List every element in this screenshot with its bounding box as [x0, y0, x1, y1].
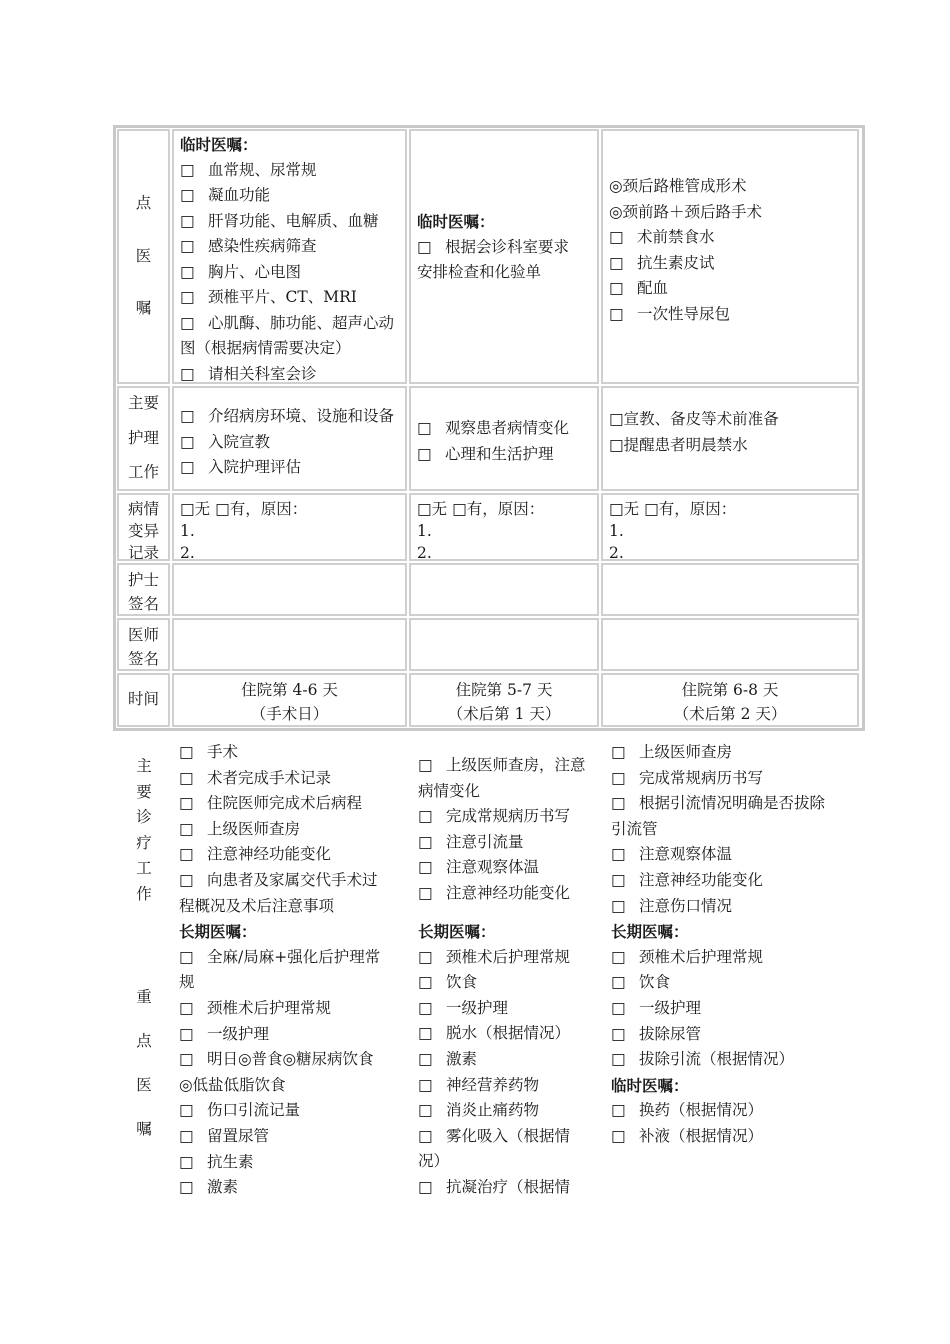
key-orders-label: 点 医 嘱	[117, 129, 170, 384]
nursing-col1	[172, 386, 407, 491]
list-item: □ 颈椎平片、CT、MRI	[180, 288, 357, 306]
doctor-sign-row	[116, 617, 862, 672]
list-item-cont: 规	[179, 973, 195, 992]
list-item: □ 一级护理	[418, 998, 509, 1017]
list-item: □ 术者完成手术记录	[179, 768, 332, 787]
list-item: □ 注意观察体温	[418, 858, 540, 877]
nurse-sign-row	[116, 562, 862, 617]
list-item: □ 抗生素皮试	[609, 253, 715, 272]
long-orders-heading: 长期医嘱：	[179, 922, 257, 942]
list-item: □ 颈椎术后护理常规	[418, 947, 571, 966]
list-item: □ 颈椎术后护理常规	[611, 947, 764, 966]
key-orders-col3	[601, 129, 859, 384]
long-orders-heading: 长期医嘱：	[611, 922, 689, 942]
list-item: □ 拔除引流（根据情况）	[611, 1050, 795, 1069]
list-item: □ 明日◎普食◎糖尿病饮食	[179, 1050, 374, 1069]
lower-col2	[418, 753, 603, 907]
list-item: □ 伤口引流记量	[179, 1101, 301, 1120]
list-item: □ 完成常规病历书写	[418, 807, 571, 826]
list-item: □ 饮食	[418, 973, 478, 992]
list-item: □ 介绍病房环境、设施和设备	[180, 407, 395, 425]
list-item: □ 胸片、心电图	[180, 262, 302, 281]
list-item-cont: 图（根据病情需要决定）	[180, 339, 351, 357]
list-item-cont: 引流管	[611, 819, 658, 838]
list-item: □ 肝肾功能、电解质、血糖	[180, 211, 379, 230]
variance-row	[116, 492, 862, 562]
list-item: □宣教、备皮等术前准备	[609, 410, 779, 428]
pathway-table	[113, 125, 865, 731]
nursing-col2	[409, 386, 599, 491]
time-label: 时间	[117, 673, 170, 727]
temp-orders-heading: 临时医嘱：	[611, 1075, 689, 1095]
key-orders-row	[116, 128, 862, 385]
variance-col3: □无 □有，原因： 1. 2.	[601, 493, 859, 561]
nursing-label: 主要 护理 工作	[117, 386, 170, 491]
nurse-sign-field[interactable]	[172, 563, 407, 616]
list-item: □ 消炎止痛药物	[418, 1101, 540, 1120]
list-item: □ 注意观察体温	[611, 845, 733, 864]
surgery-option: ◎颈后路椎管成形术	[609, 177, 747, 195]
list-item-cont: 况）	[418, 1152, 450, 1171]
time-col2: 住院第 5-7 天 （术后第 1 天）	[409, 673, 599, 727]
key-orders-col1	[172, 129, 407, 384]
list-item: □ 一级护理	[179, 1024, 270, 1043]
list-item: □ 凝血功能	[180, 186, 271, 204]
lower-col2-orders	[418, 919, 603, 1201]
list-item: □ 脱水（根据情况）	[418, 1024, 571, 1043]
main-work-label: 主 要 诊 疗 工 作	[136, 757, 152, 903]
list-item: □ 神经营养药物	[418, 1075, 540, 1094]
list-item: □ 留置尿管	[179, 1126, 270, 1145]
list-item: □ 感染性疾病筛查	[180, 237, 317, 255]
doctor-sign-field[interactable]	[601, 618, 859, 671]
long-orders-heading: 长期医嘱：	[418, 922, 496, 941]
list-item-cont: 安排检查和化验单	[417, 263, 542, 281]
variance-col1: □无 □有，原因： 1. 2.	[172, 493, 407, 561]
list-item: □ 根据会诊科室要求	[417, 237, 570, 256]
doctor-sign-field[interactable]	[409, 618, 599, 671]
list-item: □ 上级医师查房，注意	[418, 756, 586, 774]
list-item: □ 根据引流情况明确是否拔除	[611, 794, 826, 813]
time-col3: 住院第 6-8 天 （术后第 2 天）	[601, 673, 859, 727]
nursing-col3	[601, 386, 859, 491]
list-item: □ 注意神经功能变化	[179, 845, 332, 864]
list-item: □ 向患者及家属交代手术过	[179, 870, 378, 889]
list-item: □ 心肌酶、肺功能、超声心动	[180, 313, 395, 332]
list-item: □ 完成常规病历书写	[611, 768, 764, 787]
list-item: □ 补液（根据情况）	[611, 1126, 764, 1145]
list-item: □ 配血	[609, 279, 669, 297]
list-item: □ 激素	[179, 1178, 239, 1197]
list-item: □ 注意伤口情况	[611, 896, 733, 915]
list-item: □ 上级医师查房	[179, 819, 301, 838]
nurse-sign-field[interactable]	[409, 563, 599, 616]
lower-col1	[179, 740, 409, 1201]
surgery-option: ◎颈前路＋颈后路手术	[609, 202, 763, 221]
list-item-cont: 病情变化	[418, 781, 481, 800]
time-col1: 住院第 4-6 天 （手术日）	[172, 673, 407, 727]
doctor-sign-field[interactable]	[172, 618, 407, 671]
list-item: □ 一次性导尿包	[609, 304, 731, 323]
list-item: □ 颈椎术后护理常规	[179, 998, 332, 1017]
nurse-sign-field[interactable]	[601, 563, 859, 616]
list-item: □提醒患者明晨禁水	[609, 435, 748, 454]
temp-orders-heading: 临时医嘱：	[417, 212, 495, 231]
time-row	[116, 672, 862, 728]
list-item: □ 饮食	[611, 973, 671, 992]
list-item: □ 入院宣教	[180, 432, 271, 451]
list-item: □ 拔除尿管	[611, 1024, 702, 1043]
temp-orders-heading: 临时医嘱：	[180, 135, 258, 154]
key-orders-col2	[409, 129, 599, 384]
list-item: □ 抗凝治疗（根据情	[418, 1177, 571, 1196]
list-item: □ 雾化吸入（根据情	[418, 1126, 571, 1145]
list-item: □ 血常规、尿常规	[180, 160, 317, 179]
list-item: □ 注意神经功能变化	[611, 870, 764, 889]
list-item: □ 一级护理	[611, 998, 702, 1017]
list-item-cont: 程概况及术后注意事项	[179, 896, 335, 915]
list-item: □ 入院护理评估	[180, 458, 302, 476]
list-item: □ 全麻/局麻+强化后护理常	[179, 947, 381, 966]
list-item: □ 请相关科室会诊	[180, 364, 317, 383]
nurse-sign-label: 护士 签名	[117, 563, 170, 616]
lower-col3	[611, 740, 856, 1150]
list-item: □ 注意神经功能变化	[418, 883, 571, 902]
list-item: □ 观察患者病情变化	[417, 419, 570, 437]
list-item: □ 换药（根据情况）	[611, 1101, 764, 1120]
nursing-row	[116, 385, 862, 492]
list-item: □ 激素	[418, 1049, 478, 1068]
list-item: □ 抗生素	[179, 1152, 254, 1171]
list-item-cont: ◎低盐低脂饮食	[179, 1075, 286, 1094]
list-item: □ 上级医师查房	[611, 743, 733, 761]
variance-col2: □无 □有，原因： 1. 2.	[409, 493, 599, 561]
doctor-sign-label: 医师 签名	[117, 618, 170, 671]
key-orders-label-lower: 重 点 医 嘱	[136, 988, 152, 1138]
list-item: □ 住院医师完成术后病程	[179, 794, 363, 813]
list-item: □ 注意引流量	[418, 832, 524, 851]
variance-label: 病情 变异 记录	[117, 493, 170, 561]
list-item: □ 手术	[179, 743, 239, 761]
list-item: □ 术前禁食水	[609, 228, 715, 246]
list-item: □ 心理和生活护理	[417, 444, 554, 463]
